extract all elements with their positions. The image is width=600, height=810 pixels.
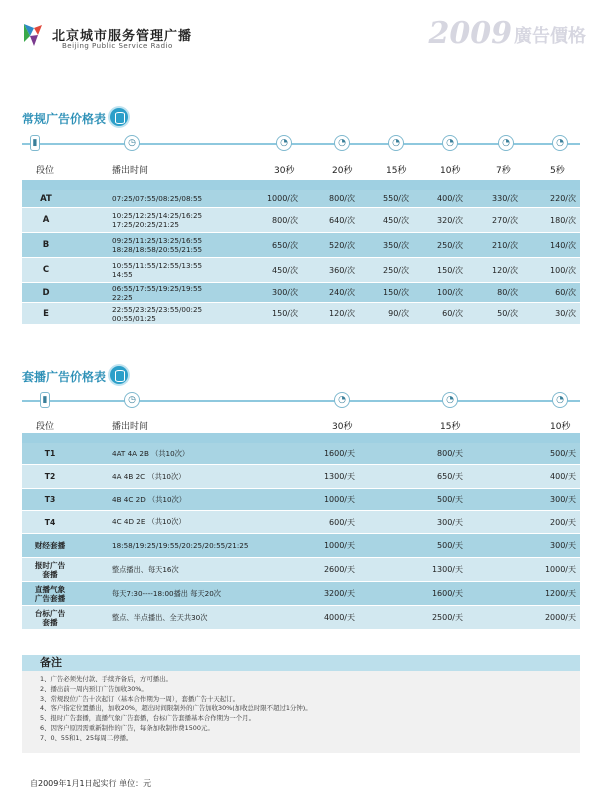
table-row (22, 283, 580, 303)
price-cell: 450/次 (383, 215, 409, 225)
slot-code: A (42, 215, 50, 225)
brand-name: 北京城市服务管理广播 (52, 29, 193, 44)
airtime: 4B 4C 2D （共10次） (112, 494, 186, 504)
price-cell: 330/次 (492, 194, 518, 203)
footer-text: 自2009年1月1日起实行 单位：元 (30, 779, 152, 788)
table-row (22, 582, 580, 606)
price-cell: 60/次 (442, 309, 463, 318)
price-cell: 210/次 (492, 240, 518, 250)
price-cell: 1000/天 (323, 541, 355, 550)
table-row (22, 558, 580, 582)
clock-icon: ◷ (124, 135, 140, 151)
price-cell: 50/次 (497, 309, 518, 318)
price-cell: 2500/天 (431, 613, 463, 622)
header-10s: 10秒 (550, 422, 571, 432)
airtime: 22:55/23:25/23:55/00:25 00:55/01:25 (112, 304, 203, 323)
airtime: 4A 4B 2C （共10次） (112, 471, 186, 481)
header-30s: 30秒 (332, 422, 353, 432)
price-cell: 300/天 (550, 495, 576, 504)
title-year: 2009 (428, 16, 512, 51)
header-slot: 段位 (36, 422, 55, 432)
airtime: 06:55/17:55/19:25/19:55 22:25 (112, 283, 203, 302)
stopwatch-20-icon: ◔ (334, 135, 350, 151)
station-logo-icon (22, 22, 44, 48)
table-row (22, 443, 580, 465)
price-cell: 90/次 (388, 309, 409, 318)
page-title (429, 16, 587, 51)
price-cell: 640/次 (329, 215, 355, 225)
price-cell: 60/次 (555, 288, 576, 297)
header-slot: 段位 (36, 166, 55, 176)
price-cell: 800/次 (329, 194, 355, 203)
price-cell: 650/天 (437, 472, 463, 481)
header-15s: 15秒 (440, 422, 461, 432)
stopwatch-7-icon: ◔ (498, 135, 514, 151)
price-cell: 3200/天 (323, 589, 355, 598)
timeline-rule (22, 400, 580, 402)
price-cell: 520/次 (329, 240, 355, 250)
airtime: 07:25/07:55/08:25/08:55 (112, 194, 203, 203)
price-cell: 30/次 (555, 309, 576, 318)
stopwatch-10-icon: ◔ (442, 135, 458, 151)
regular-section-title: 常规广告价格表 (22, 112, 107, 126)
header-7s: 7秒 (496, 166, 511, 176)
stopwatch-15-icon: ◔ (388, 135, 404, 151)
price-cell: 220/次 (550, 194, 576, 203)
table-row (22, 465, 580, 489)
price-cell: 500/天 (550, 449, 576, 458)
slot-code: B (42, 240, 50, 250)
title-text: 廣告價格 (514, 26, 586, 47)
price-cell: 1000/天 (323, 495, 355, 504)
stopwatch-15-icon: ◔ (442, 392, 458, 408)
slot-code: 财经套播 (34, 541, 66, 550)
table-row (22, 511, 580, 534)
notes-box (22, 655, 580, 755)
header-time: 播出时间 (112, 422, 149, 432)
table-row (22, 208, 580, 233)
airtime: 整点、半点播出、全天共30次 (112, 612, 208, 622)
table-row (22, 303, 580, 325)
price-cell: 500/天 (437, 495, 463, 504)
microphone-icon: ▮ (40, 392, 50, 408)
timeline-rule (22, 143, 580, 145)
airtime: 10:55/11:55/12:55/13:55 14:55 (112, 261, 203, 279)
slot-code: T1 (44, 449, 56, 458)
airtime: 09:25/11:25/13:25/16:55 18:28/18:58/20:55/21:55 (112, 236, 203, 254)
price-cell: 2600/天 (323, 565, 355, 574)
note-item: 4、客户指定位置播出，加收20%，超出时间限制外的广告加收30%(加收总时限不超过1分钟)。 (40, 704, 312, 713)
airtime: 整点播出、每天16次 (112, 564, 179, 574)
stopwatch-5-icon: ◔ (552, 135, 568, 151)
slot-code: 报时广告 套播 (34, 560, 66, 579)
table-row (22, 190, 580, 208)
regular-table-header (22, 160, 580, 178)
notes-title: 备注 (22, 655, 580, 671)
airtime: 18:58/19:25/19:55/20:25/20:55/21:25 (112, 541, 249, 550)
note-item: 2、播出前一周内预订广告加收30%。 (40, 684, 148, 693)
database-icon (110, 366, 128, 384)
table-row (22, 489, 580, 511)
price-cell: 400/天 (550, 472, 576, 481)
price-cell: 1000/天 (544, 565, 576, 574)
price-cell: 100/次 (437, 288, 463, 297)
stopwatch-30-icon: ◔ (276, 135, 292, 151)
regular-table-band (22, 180, 580, 190)
airtime: 10:25/12:25/14:25/16:25 17:25/20:25/21:25 (112, 211, 203, 229)
table-row (22, 606, 580, 630)
brand-english: Beijing Public Service Radio (62, 42, 173, 50)
price-cell: 300/次 (272, 288, 298, 297)
price-cell: 140/次 (550, 240, 576, 250)
price-cell: 1600/天 (323, 449, 355, 458)
price-cell: 150/次 (383, 288, 409, 297)
price-cell: 1200/天 (544, 589, 576, 598)
price-cell: 4000/天 (323, 613, 355, 622)
microphone-icon: ▮ (30, 135, 40, 151)
header-time: 播出时间 (112, 166, 149, 176)
price-cell: 350/次 (383, 240, 409, 250)
database-icon (110, 108, 128, 126)
price-cell: 450/次 (272, 265, 298, 275)
slot-code: E (43, 308, 49, 319)
table-row (22, 233, 580, 258)
stopwatch-10-icon: ◔ (552, 392, 568, 408)
package-table-header (22, 416, 580, 434)
price-cell: 240/次 (329, 288, 355, 297)
header-20s: 20秒 (332, 166, 353, 176)
table-row (22, 534, 580, 558)
slot-code: 直播气象 广告套播 (34, 584, 66, 603)
price-cell: 550/次 (383, 194, 409, 203)
slot-code: D (42, 287, 50, 298)
price-cell: 600/天 (329, 517, 355, 527)
note-item: 1、广告必须先付款、手续齐备后，方可播出。 (40, 675, 172, 683)
note-item: 5、报时广告套播，直播气象广告套播，台标广告套播基本合作期为一个月。 (40, 714, 255, 723)
price-cell: 1000/次 (266, 194, 298, 203)
table-row (22, 258, 580, 283)
price-cell: 1600/天 (431, 589, 463, 598)
package-table-band (22, 433, 580, 443)
price-cell: 120/次 (329, 309, 355, 318)
price-cell: 80/次 (497, 288, 518, 297)
airtime: 每天7:30----18:00播出 每天20次 (112, 588, 221, 598)
airtime: 4AT 4A 2B （共10次） (112, 448, 190, 458)
note-item: 6、因客户原因需重新制作的广告，每条加收制作费1500元。 (40, 723, 214, 732)
price-cell: 500/天 (437, 541, 463, 550)
notes-body (22, 671, 580, 753)
price-cell: 400/次 (437, 194, 463, 203)
header-5s: 5秒 (550, 166, 565, 176)
price-cell: 300/天 (437, 517, 463, 527)
header-10s: 10秒 (440, 166, 461, 176)
slot-code: T2 (44, 472, 56, 481)
slot-code: AT (40, 193, 52, 204)
price-cell: 360/次 (329, 265, 355, 275)
note-item: 7、0、55和1、25每周二停播。 (40, 733, 133, 742)
price-cell: 2000/天 (544, 613, 576, 622)
slot-code: 台标广告 套播 (34, 608, 66, 627)
price-cell: 650/次 (272, 240, 298, 250)
clock-icon: ◷ (124, 392, 140, 408)
price-cell: 250/次 (437, 240, 463, 250)
price-cell: 1300/天 (323, 472, 355, 481)
price-cell: 150/次 (437, 265, 463, 275)
slot-code: T4 (44, 517, 56, 527)
airtime: 4C 4D 2E （共10次） (112, 517, 186, 526)
price-cell: 100/次 (550, 265, 576, 275)
slot-code: C (42, 265, 50, 275)
package-section-title: 套播广告价格表 (22, 370, 107, 384)
price-cell: 1300/天 (431, 565, 463, 574)
price-cell: 800/天 (437, 449, 463, 458)
note-item: 3、常规段位广告十次起订（基本合作期为一周），套播广告十天起订。 (40, 694, 239, 703)
price-cell: 200/天 (550, 517, 576, 527)
price-cell: 800/次 (272, 215, 298, 225)
price-cell: 150/次 (272, 309, 298, 318)
price-cell: 270/次 (492, 215, 518, 225)
header-15s: 15秒 (386, 166, 407, 176)
price-cell: 180/次 (550, 215, 576, 225)
price-cell: 120/次 (492, 265, 518, 275)
header-30s: 30秒 (274, 166, 295, 176)
stopwatch-30-icon: ◔ (334, 392, 350, 408)
price-cell: 250/次 (383, 265, 409, 275)
slot-code: T3 (44, 495, 56, 504)
price-cell: 320/次 (437, 215, 463, 225)
price-cell: 300/天 (550, 541, 576, 550)
